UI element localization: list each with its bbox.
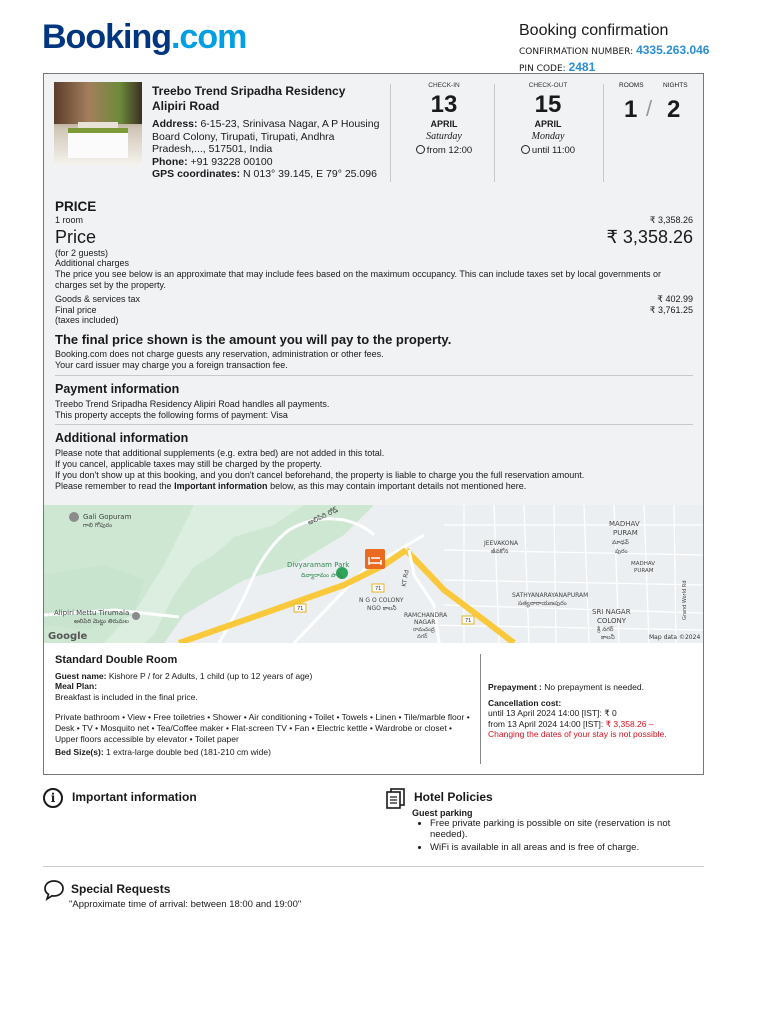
hotel-name: Treebo Trend Sripadha Residency Alipiri Road xyxy=(152,84,346,113)
pin-code: PIN CODE: 2481 xyxy=(519,60,596,74)
speech-bubble-icon xyxy=(43,879,65,901)
svg-text:అలిపిరి మెట్టు తిరుమల: అలిపిరి మెట్టు తిరుమల xyxy=(74,618,129,625)
svg-text:SRI NAGAR: SRI NAGAR xyxy=(592,608,631,616)
booking-conditions: Prepayment : No prepayment is needed. Cancellation cost: until 13 April 2024 14:00 [IST]: ₹ 0 from 13 April 2024 14:00 [IST]: ₹ 3,358.26 – Changing the dates of your stay is not possible. xyxy=(488,682,667,740)
nights-count: 2 xyxy=(667,96,681,123)
confirmation-block xyxy=(519,22,709,74)
info-icon: i xyxy=(43,788,63,808)
svg-text:71: 71 xyxy=(375,586,382,592)
hotel-phone: Phone: +91 93228 00100 xyxy=(152,155,273,168)
hotel-photo xyxy=(54,82,142,166)
svg-text:Divyaramam Park: Divyaramam Park xyxy=(287,561,350,569)
room-details: Standard Double Room Guest name: Kishore P / for 2 Adults, 1 child (up to 12 years of age) Meal Plan: Breakfast is included in the final price. Private bathroom • View • Free toiletries • Shower • Air conditioning • Toilet • Towels • Linen • Tile/marble floor • Desk • TV • Mosquito net • Tea/Coffee maker • Flat-screen TV • Fan • Electric kettle • Wardrobe or closet • Upper floors accessible by elevator • Toilet paper Bed Size(s): 1 extra-large double bed (181-210 cm wide) xyxy=(55,654,470,758)
list-item: • WiFi is available in all areas and is free of charge. xyxy=(430,842,680,853)
check-out: CHECK-OUT 15 APRIL Monday until 11:00 xyxy=(503,82,593,156)
special-request-text: "Approximate time of arrival: between 18:00 and 19:00" xyxy=(69,899,302,910)
booking-logo: Booking.com xyxy=(42,18,247,56)
divider xyxy=(603,84,604,182)
summary-panel: Treebo Trend Sripadha Residency Alipiri Road Address: 6-15-23, Srinivasa Nagar, A P Housing Board Colony, Tirupati, Tirupati, Andhra Pradesh,..., 517501, India Phone: +91 93228 00100 GPS coordinates: N 013° 39.145, E 79° 25.096 CHECK-IN 13 APRIL Saturday from 12:00 CHECK-OUT 15 APRIL Monday until 11:00 ROOMS NIGHTS 1 / 2 PRICE 1 room ₹ 3,358.26 Price ₹ 3,358.26 (for 2 guests) Additional charges The price you see below is an approximate that may include fees based on the maximum occupancy. This can include taxes set by local governments or charges set by the property. Goods & services tax ₹ 402.99 Final price ₹ 3,761.25 (taxes included) The final price shown is the amount you will pay to the property. Booking.com does not charge guests any reservation, administration or other fees. Your card issuer may charge you a foreign transaction fee. Payment information Treebo Trend Sripadha Residency Alipiri Road handles all payments. This property accepts the following forms of payment: Visa Additional information Please note that additional supplements (e.g. extra bed) are not added in this total. If you cancel, applicable taxes may still be charged by the property. If you don't show up at this booking, and you don't cancel beforehand, the property is liable to charge you the full reservation amount. Please remember to read the Important information below, as this may contain important details not mentioned here. xyxy=(44,74,703,505)
svg-text:COLONY: COLONY xyxy=(597,617,627,625)
location-map[interactable] xyxy=(44,505,703,643)
room-facilities: Private bathroom • View • Free toiletries • Shower • Air conditioning • Toilet • Towels • Linen • Tile/marble floor • Desk • TV • Mosquito net • Tea/Coffee maker • Flat-screen TV • Fan • Electric kettle • Wardrobe or closet • Upper floors accessible by elevator • Toilet paper xyxy=(55,712,470,744)
hotel-address: Address: 6-15-23, Srinivasa Nagar, A P Housing Board Colony, Tirupati, Tirupati, Andhra Pradesh,..., 517501, India xyxy=(152,118,380,155)
svg-text:SATHYANARAYANAPURAM: SATHYANARAYANAPURAM xyxy=(512,592,589,599)
svg-text:RAMCHANDRA: RAMCHANDRA xyxy=(404,612,448,619)
payment-heading: Payment information xyxy=(55,381,180,396)
svg-text:KT Rd: KT Rd xyxy=(400,569,411,588)
list-item: • Free private parking is possible on site (reservation is not needed). xyxy=(430,818,680,840)
divider xyxy=(43,866,704,867)
svg-text:దివ్యారామం పార్క్: దివ్యారామం పార్క్ xyxy=(301,572,344,579)
special-requests-heading: Special Requests xyxy=(71,882,171,896)
important-information-heading: Important information xyxy=(72,790,197,804)
price-total: Price ₹ 3,358.26 xyxy=(55,226,693,247)
hotel-contact xyxy=(152,118,384,181)
svg-text:JEEVAKONA: JEEVAKONA xyxy=(484,540,519,547)
final-notice-heading: The final price shown is the amount you will pay to the property. xyxy=(55,332,452,348)
document-icon xyxy=(386,788,406,810)
svg-text:MADHAV: MADHAV xyxy=(631,561,656,567)
svg-text:అలిపిరి రోడ్: అలిపిరి రోడ్ xyxy=(306,505,340,527)
rooms-count: 1 xyxy=(624,96,638,123)
clock-icon xyxy=(416,145,425,154)
svg-text:71: 71 xyxy=(297,606,304,612)
map-attribution: Map data ©2024 xyxy=(649,634,701,641)
svg-text:నగర్: నగర్ xyxy=(417,634,428,640)
svg-text:జీవకోన: జీవకోన xyxy=(491,548,509,555)
svg-text:PURAM: PURAM xyxy=(613,529,638,537)
svg-text:MADHAV: MADHAV xyxy=(609,520,640,528)
svg-text:సత్యనారాయణపురం: సత్యనారాయణపురం xyxy=(518,600,567,607)
svg-text:కాలనీ: కాలనీ xyxy=(601,634,615,641)
svg-text:మాధవ్: మాధవ్ xyxy=(612,539,629,546)
hotel-policies-heading: Hotel Policies xyxy=(414,790,493,804)
divider xyxy=(390,84,391,182)
svg-text:NAGAR: NAGAR xyxy=(414,619,436,626)
clock-icon xyxy=(521,145,530,154)
svg-text:శ్రీ నగర్: శ్రీ నగర్ xyxy=(597,626,614,633)
price-heading: PRICE xyxy=(55,199,97,214)
hotel-gps: GPS coordinates: N 013° 39.145, E 79° 25.096 xyxy=(152,168,377,180)
svg-text:Alipiri Mettu Tirumala: Alipiri Mettu Tirumala xyxy=(54,609,130,617)
svg-text:Grand World Rd: Grand World Rd xyxy=(682,580,688,620)
confirmation-title: Booking confirmation xyxy=(519,22,669,39)
svg-text:పురం: పురం xyxy=(615,548,628,555)
final-price: Final price ₹ 3,761.25 xyxy=(55,304,693,315)
policy-list xyxy=(430,818,680,855)
hotel-map-marker[interactable] xyxy=(365,549,385,569)
svg-text:Gali Gopuram: Gali Gopuram xyxy=(83,513,132,521)
divider xyxy=(480,654,481,764)
svg-text:గాలి గోపురం: గాలి గోపురం xyxy=(83,522,113,529)
svg-text:NGO కాలనీ: NGO కాలనీ xyxy=(367,605,397,612)
confirmation-number: CONFIRMATION NUMBER: 4335.263.046 xyxy=(519,43,710,57)
svg-text:N G O COLONY: N G O COLONY xyxy=(359,597,404,604)
svg-text:PURAM: PURAM xyxy=(634,568,654,574)
divider xyxy=(494,84,495,182)
google-logo: Google xyxy=(48,631,88,642)
booking-details-box xyxy=(43,73,704,775)
svg-text:71: 71 xyxy=(465,618,472,624)
room-title: Standard Double Room xyxy=(55,654,178,666)
svg-text:రామచంద్ర: రామచంద్ర xyxy=(413,627,435,633)
bed-size: Bed Size(s): 1 extra-large double bed (181-210 cm wide) xyxy=(55,747,271,758)
price-section: PRICE 1 room ₹ 3,358.26 Price ₹ 3,358.26 (for 2 guests) Additional charges The price you see below is an approximate that may include fees based on the maximum occupancy. This can include taxes set by local governments or charges set by the property. Goods & services tax ₹ 402.99 Final price ₹ 3,761.25 (taxes included) The final price shown is the amount you will pay to the property. Booking.com does not charge guests any reservation, administration or other fees. Your card issuer may charge you a foreign transaction fee. Payment information Treebo Trend Sripadha Residency Alipiri Road handles all payments. This property accepts the following forms of payment: Visa Additional information Please note that additional supplements (e.g. extra bed) are not added in this total. If you cancel, applicable taxes may still be charged by the property. If you don't show up at this booking, and you don't cancel beforehand, the property is liable to charge you the full reservation amount. Please remember to read the Important information below, as this may contain important details not mentioned here. xyxy=(55,199,693,491)
additional-heading: Additional information xyxy=(55,431,189,446)
check-in: CHECK-IN 13 APRIL Saturday from 12:00 xyxy=(399,82,489,156)
